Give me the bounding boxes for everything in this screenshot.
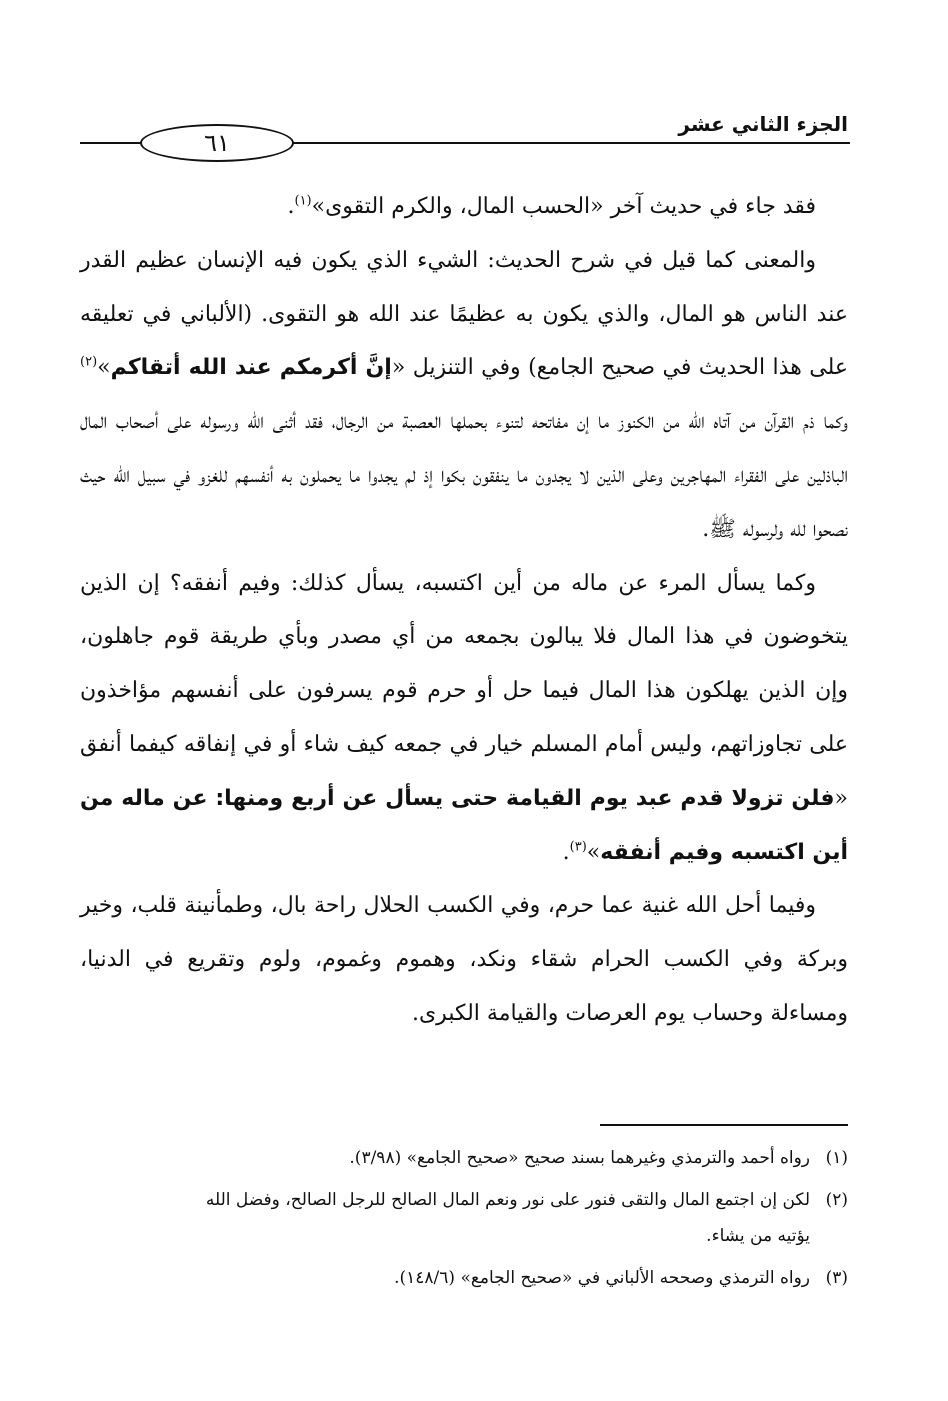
footnote-text: رواه الترمذي وصححه الألباني في «صحيح الجامع» (١٤٨/٦). (394, 1268, 810, 1288)
quran-quote: إنَّ أكرمكم عند الله أتقاكم (110, 355, 392, 381)
footnote-label: (٣) (825, 1268, 848, 1288)
running-title: الجزء الثاني عشر (678, 112, 848, 136)
footnote-continuation: يؤتيه من يشاء. (706, 1226, 810, 1246)
footnote-ref-1: (١) (294, 193, 312, 209)
footnote-1 (80, 1140, 848, 1176)
footnote-text: لكن إن اجتمع المال والتقى فنور على نور ونعم المال الصالح للرجل الصالح، وفضل الله (205, 1190, 810, 1210)
footnote-separator (600, 1124, 848, 1126)
hadith-quote: فلن تزولا قدم عبد يوم القيامة حتى يسأل عن أربع ومنها: عن ماله من أين اكتسبه وفيم أنفقه (80, 785, 848, 865)
paragraph-4: وفيما أحل الله غنية عما حرم، وفي الكسب الحلال راحة بال، وطمأنينة قلب، وخير وبركة وفي الكسب الحرام شقاء ونكد، وهموم وغموم، ولوم وتقريع في الدنيا، ومساءلة وحساب يوم العرصات والقيامة الكبرى. (80, 893, 848, 1026)
footnote-2 (80, 1182, 848, 1254)
page-header (80, 104, 850, 164)
paragraph-1: فقد جاء في حديث آخر «الحسب المال، والكرم التقوى»$^{(١)}$. (287, 193, 816, 219)
paragraph-2: والمعنى كما قيل في شرح الحديث: الشيء الذي يكون فيه الإنسان عظيم القدر عند الناس هو المال، والذي يكون به عظيمًا عند الله هو التقوى. (الألباني في تعليقه على هذا الحديث في صحيح الجامع) وفي التنزيل «إنَّ أكرمكم عند الله أتقاكم»$^{(٢)}$ وكما ذم القرآن من آتاه الله من الكنوز ما إن مفاتحه لتنوء بحملها العصبة من الرجال، فقد أثنى الله ورسوله على أصحاب المال الباذلين على الفقراء المهاجرين وعلى الذين لا يجدون ما ينفقون بكوا إذ لم يجدوا ما يحملون به أنفسهم للغزو في سبيل الله حيث نصحوا لله ولرسوله ﷺ. (80, 247, 848, 542)
footnote-label: (٢) (825, 1190, 848, 1210)
footnotes (80, 1140, 848, 1302)
page-number: ٦١ (140, 124, 294, 162)
footnote-text: رواه أحمد والترمذي وغيرهما بسند صحيح «صحيح الجامع» (٣/٩٨). (349, 1148, 810, 1168)
main-text (80, 180, 848, 1041)
paragraph-3: وكما يسأل المرء عن ماله من أين اكتسبه، يسأل كذلك: وفيم أنفقه؟ إن الذين يتخوضون في هذا المال فلا يبالون بجمعه من أي مصدر وبأي طريقة قوم جاهلون، وإن الذين يهلكون هذا المال فيما حل أو حرم قوم يسرفون على أنفسهم مؤاخذون على تجاوزاتهم، وليس أمام المسلم خيار في جمعه كيف شاء أو في إنفاقه كيفما أنفق «فلن تزولا قدم عبد يوم القيامة حتى يسأل عن أربع ومنها: عن ماله من أين اكتسبه وفيم أنفقه»$^{(٣)}$. (80, 570, 848, 865)
footnote-ref-3: (٣) (569, 839, 587, 855)
footnote-label: (١) (825, 1148, 848, 1168)
footnote-3 (80, 1260, 848, 1296)
footnote-ref-2: (٢) (80, 355, 98, 371)
